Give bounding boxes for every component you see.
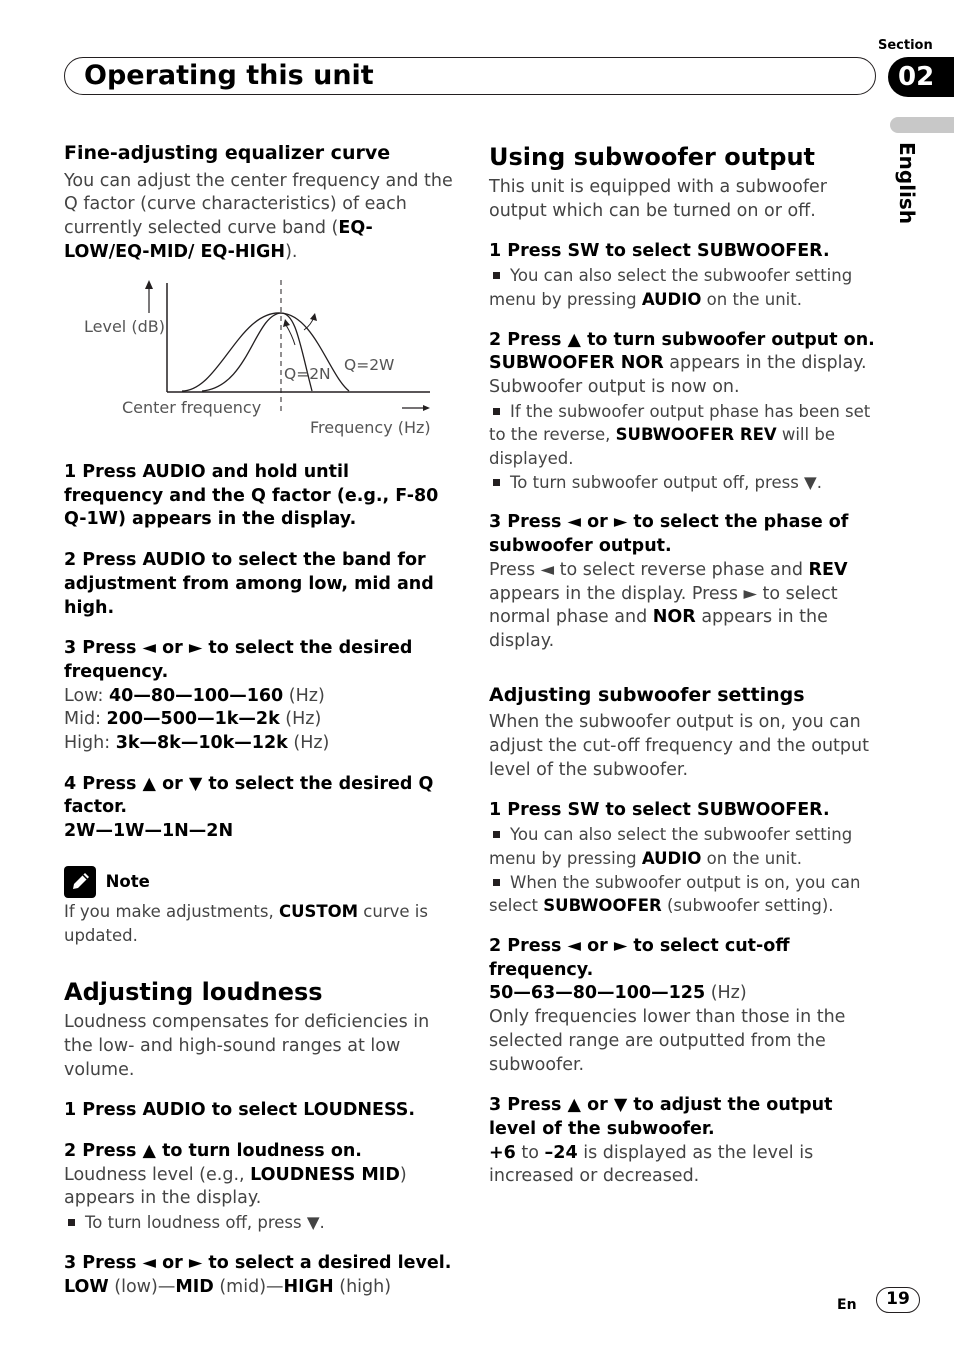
page-title: Operating this unit (84, 60, 374, 91)
right-column (489, 142, 879, 1189)
subwoofer-settings-intro: When the subwoofer output is on, you can adjust the cut-off frequency and the output level of the subwoofer. (489, 712, 869, 780)
note-header: Note (64, 866, 454, 898)
subwoofer-intro: This unit is equipped with a subwoofer output which can be turned on or off. (489, 177, 827, 221)
loudness-level-text: Loudness level (e.g., LOUDNESS MID) appears in the display. (64, 1164, 407, 1209)
language-tab: English (895, 142, 919, 225)
center-frequency-label: Center frequency (122, 398, 262, 417)
loudness-step-2: 2 Press ▲ to turn loudness on. (64, 1141, 362, 1162)
left-column (64, 142, 454, 265)
level-label: Level (dB) (84, 317, 165, 336)
subwoofer-phase-text: Press ◄ to select reverse phase and REV appears in the display. Press ► to select normal phase and NOR appears in the display. (489, 559, 848, 651)
q-factor-values: 2W—1W—1N—2N (64, 821, 234, 842)
subwoofer-step-2: 2 Press ▲ to turn subwoofer output on. (489, 329, 875, 350)
eq-curve-diagram (64, 275, 444, 440)
section-label: Section (878, 38, 933, 53)
loudness-step-1: 1 Press AUDIO to select LOUDNESS. (64, 1100, 416, 1121)
loudness-off-bullet: To turn loudness off, press ▼. (64, 1211, 454, 1235)
low-frequencies: Low: 40—80—100—160 (Hz) (64, 685, 325, 706)
high-frequencies: High: 3k—8k—10k—12k (Hz) (64, 733, 330, 754)
subwoofer-heading: Using subwoofer output (489, 143, 816, 171)
mid-frequencies: Mid: 200—500—1k—2k (Hz) (64, 709, 322, 730)
eq-step-4: 4 Press ▲ or ▼ to select the desired Q factor. (64, 773, 434, 818)
settings-step-2: 2 Press ◄ or ► to select cut-off frequency. (489, 935, 790, 980)
subwoofer-settings-heading: Adjusting subwoofer settings (489, 683, 805, 706)
eq-step-1: 1 Press AUDIO and hold until frequency and the Q factor (e.g., F-80 Q-1W) appears in the display. (64, 462, 439, 530)
subwoofer-nor-text: SUBWOOFER NOR appears in the display. Subwoofer output is now on. (489, 353, 867, 397)
fine-adjust-heading: Fine-adjusting equalizer curve (64, 142, 391, 164)
q2w-label: Q=2W (344, 356, 395, 374)
q-narrow-arrow (286, 325, 295, 345)
left-steps (64, 461, 454, 1299)
subwoofer-step-3: 3 Press ◄ or ► to select the phase of subwoofer output. (489, 512, 849, 557)
frequency-label: Frequency (Hz) (310, 418, 431, 437)
q-wide-arrowhead (310, 313, 317, 321)
subwoofer-off-bullet: To turn subwoofer output off, press ▼. (489, 471, 879, 495)
x-axis-arrowhead (423, 405, 430, 411)
loudness-intro: Loudness compensates for deficiencies in the low- and high-sound ranges at low volume. (64, 1012, 430, 1080)
settings-step-3: 3 Press ▲ or ▼ to adjust the output level of the subwoofer. (489, 1095, 833, 1139)
output-level-description: +6 to –24 is displayed as the level is increased or decreased. (489, 1142, 814, 1187)
section-number: 02 (888, 57, 954, 97)
loudness-levels: LOW (low)—MID (mid)—HIGH (high) (64, 1276, 392, 1297)
q2n-label: Q=2N (284, 365, 331, 383)
language-tab-marker (890, 117, 954, 133)
loudness-heading: Adjusting loudness (64, 978, 323, 1007)
y-axis-arrowhead (145, 280, 153, 289)
settings-step-1-note-1: You can also select the subwoofer setting menu by pressing AUDIO on the unit. (489, 825, 853, 868)
note-text: If you make adjustments, CUSTOM curve is updated. (64, 901, 428, 945)
subwoofer-rev-bullet: If the subwoofer output phase has been set to the reverse, SUBWOOFER REV will be displayed. (489, 401, 871, 469)
settings-step-1-note-2: When the subwoofer output is on, you can select SUBWOOFER (subwoofer setting). (489, 872, 861, 916)
q-narrow-arrowhead (283, 319, 290, 327)
fine-adjust-intro: You can adjust the center frequency and the Q factor (curve characteristics) of each currently selected curve band (EQ-LOW/EQ-MID/ EQ-HIGH). (64, 170, 453, 262)
subwoofer-step-1-note: You can also select the subwoofer setting menu by pressing AUDIO on the unit. (489, 266, 853, 309)
eq-step-3: 3 Press ◄ or ► to select the desired frequency. (64, 638, 413, 682)
cutoff-frequencies: 50—63—80—100—125 (Hz) (489, 983, 747, 1004)
note-pencil-icon (64, 866, 96, 898)
cutoff-description: Only frequencies lower than those in the selected range are outputted from the subwoofer. (489, 1007, 846, 1075)
subwoofer-step-1: 1 Press SW to select SUBWOOFER. (489, 241, 830, 262)
settings-step-1: 1 Press SW to select SUBWOOFER. (489, 800, 830, 821)
page-number: 19 (876, 1287, 920, 1313)
footer-language: En (837, 1297, 857, 1313)
loudness-step-3: 3 Press ◄ or ► to select a desired level. (64, 1252, 452, 1273)
eq-step-2: 2 Press AUDIO to select the band for adjustment from among low, mid and high. (64, 550, 434, 618)
